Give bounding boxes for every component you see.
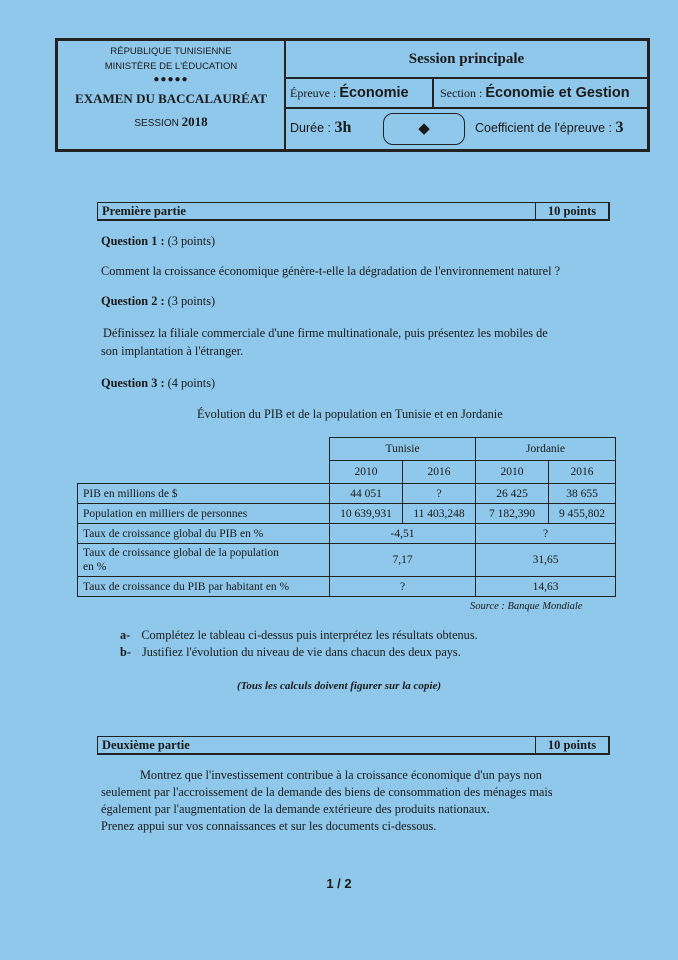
part2-text-line4: Prenez appui sur vos connaissances et sur les documents ci-dessous. <box>101 819 437 833</box>
cell: 31,65 <box>476 544 616 577</box>
duration-label: Durée : <box>290 121 331 135</box>
header-tunisie: Tunisie <box>330 438 476 461</box>
table-title: Évolution du PIB et de la population en Tunisie et en Jordanie <box>197 407 503 421</box>
part2-text-line2: seulement par l'accroissement de la demande des biens de consommation des ménages mais <box>101 785 553 799</box>
row-label: Taux de croissance du PIB par habitant en % <box>78 577 330 597</box>
duration-row <box>286 109 647 149</box>
cell: 38 655 <box>549 484 616 504</box>
session-type: Session principale <box>286 41 647 79</box>
question-2-title: Question 2 : <box>101 294 165 308</box>
cell: 11 403,248 <box>403 504 476 524</box>
coefficient <box>475 119 623 137</box>
row-label-line1: Taux de croissance global de la population <box>83 547 279 559</box>
epreuve-cell <box>286 79 434 107</box>
year-jo-2016: 2016 <box>549 461 616 484</box>
table-row <box>78 484 616 504</box>
table-row <box>78 544 616 577</box>
table-source: Source : Banque Mondiale <box>470 601 583 612</box>
table-row <box>78 504 616 524</box>
section-label: Section : <box>440 86 483 100</box>
question-2-text-line2: son implantation à l'étranger. <box>101 344 244 358</box>
header-institution-block <box>58 41 286 149</box>
row-label: PIB en millions de $ <box>78 484 330 504</box>
task-a-text: Complétez le tableau ci-dessus puis interprétez les résultats obtenus. <box>141 628 478 642</box>
part2-points: 10 points <box>535 737 608 753</box>
part2-banner <box>97 736 610 755</box>
coefficient-label: Coefficient de l'épreuve : <box>475 121 612 135</box>
part1-title: Première partie <box>102 204 186 218</box>
row-label-line2: en % <box>83 561 107 573</box>
part2-text-line1: Montrez que l'investissement contribue à la croissance économique d'un pays non <box>140 768 542 782</box>
cell: 7 182,390 <box>476 504 549 524</box>
cell: 10 639,931 <box>330 504 403 524</box>
session-year <box>58 114 284 130</box>
exam-title: EXAMEN DU BACCALAURÉAT <box>75 91 267 106</box>
table-row <box>78 524 616 544</box>
cell: ? <box>330 577 476 597</box>
question-2-text-line1: Définissez la filiale commerciale d'une firme multinationale, puis présentez les mobiles de <box>103 326 548 340</box>
section-cell <box>436 79 647 107</box>
task-b <box>120 643 461 661</box>
part1-banner <box>97 202 610 221</box>
calculation-note: (Tous les calculs doivent figurer sur la copie) <box>236 680 441 692</box>
coefficient-value: 3 <box>615 119 624 136</box>
republic-label: RÉPUBLIQUE TUNISIENNE <box>110 46 232 57</box>
row-label: Population en milliers de personnes <box>78 504 330 524</box>
ministry-label: MINISTÈRE DE L'ÉDUCATION <box>104 61 238 72</box>
question-3-title: Question 3 : <box>101 376 165 390</box>
page-number: 1 / 2 <box>326 876 352 891</box>
duration-value: 3h <box>334 119 352 136</box>
cell: 14,63 <box>476 577 616 597</box>
question-1-title: Question 1 : <box>101 234 165 248</box>
cell: -4,51 <box>330 524 476 544</box>
question-1-points: (3 points) <box>167 234 216 248</box>
question-1-text: Comment la croissance économique génère-t-elle la dégradation de l'environnement naturel ? <box>101 264 561 278</box>
cell: 9 455,802 <box>549 504 616 524</box>
epreuve-label: Épreuve : <box>290 86 337 100</box>
question-2-points: (3 points) <box>167 294 216 308</box>
cell: 26 425 <box>476 484 549 504</box>
task-a-letter: a- <box>120 628 131 642</box>
part1-points: 10 points <box>535 203 608 219</box>
question-2-heading <box>101 292 215 310</box>
gdp-population-table <box>77 437 616 597</box>
session-label: SESSION <box>134 118 179 129</box>
task-a <box>120 626 478 644</box>
cell: ? <box>403 484 476 504</box>
question-3-points: (4 points) <box>167 376 216 390</box>
cell: 7,17 <box>330 544 476 577</box>
epreuve-value: Économie <box>339 85 409 101</box>
session-year-value: 2018 <box>181 114 208 129</box>
row-label <box>78 544 330 577</box>
task-b-text: Justifiez l'évolution du niveau de vie dans chacun des deux pays. <box>142 645 461 659</box>
task-b-letter: b- <box>120 645 131 659</box>
dots-separator: ●●●●● <box>153 74 189 85</box>
diamond-icon: ◆ <box>383 113 465 145</box>
year-tn-2016: 2016 <box>403 461 476 484</box>
table-row <box>78 577 616 597</box>
subject-row <box>286 79 647 109</box>
table-header-row-years <box>78 461 616 484</box>
cell: ? <box>476 524 616 544</box>
question-3-heading <box>101 374 215 392</box>
table-header-row-countries <box>78 438 616 461</box>
year-jo-2010: 2010 <box>476 461 549 484</box>
row-label: Taux de croissance global du PIB en % <box>78 524 330 544</box>
cell: 44 051 <box>330 484 403 504</box>
year-tn-2010: 2010 <box>330 461 403 484</box>
part2-title: Deuxième partie <box>102 738 190 752</box>
header-jordanie: Jordanie <box>476 438 616 461</box>
question-1-heading <box>101 232 215 250</box>
section-value: Économie et Gestion <box>485 85 630 101</box>
part2-text-line3: également par l'augmentation de la demande extérieure des produits nationaux. <box>101 802 490 816</box>
header-exam-info <box>286 41 647 149</box>
exam-header <box>55 38 650 152</box>
duration <box>290 119 351 137</box>
